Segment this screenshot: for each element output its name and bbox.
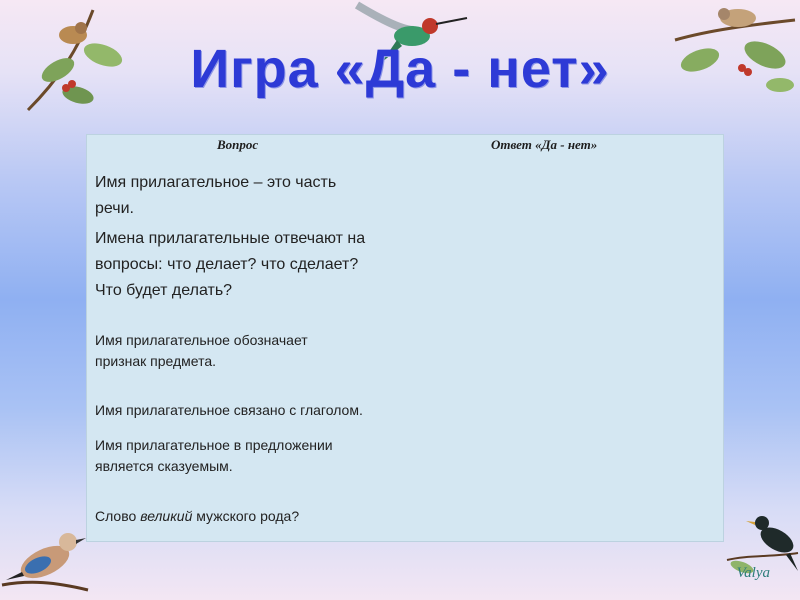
question-row-4 (95, 400, 363, 421)
question-5-line-1: Имя прилагательное в предложении (95, 437, 333, 453)
question-6-text-start: Слово (95, 508, 141, 524)
question-row-2 (95, 226, 365, 304)
question-table (86, 134, 724, 542)
question-4-line-1: Имя прилагательное связано с глаголом. (95, 402, 363, 418)
question-row-3 (95, 330, 308, 372)
header-question: Вопрос (217, 137, 259, 152)
question-6-text-end: мужского рода? (192, 508, 300, 524)
question-2-line-3: Что будет делать? (95, 282, 233, 299)
question-3-line-2: признак предмета. (95, 353, 217, 369)
question-1-line-2: речи. (95, 200, 134, 217)
header-answer: Ответ «Да - нет» (491, 137, 598, 152)
question-5-line-2: является сказуемым. (95, 458, 233, 474)
question-2-line-2: вопросы: что делает? что сделает? (95, 256, 359, 273)
question-row-6 (95, 506, 299, 527)
question-row-5 (95, 435, 333, 477)
watermark: Valya (736, 565, 770, 581)
question-3-line-1: Имя прилагательное обозначает (95, 332, 308, 348)
jay-bird-icon (0, 510, 90, 600)
question-6-emphasis: великий (140, 508, 193, 524)
question-1-line-1: Имя прилагательное – это часть (95, 174, 337, 191)
question-2-line-1: Имена прилагательные отвечают на (95, 230, 366, 247)
question-row-1 (95, 170, 336, 222)
page-title: Игра «Да - нет» (190, 39, 610, 99)
